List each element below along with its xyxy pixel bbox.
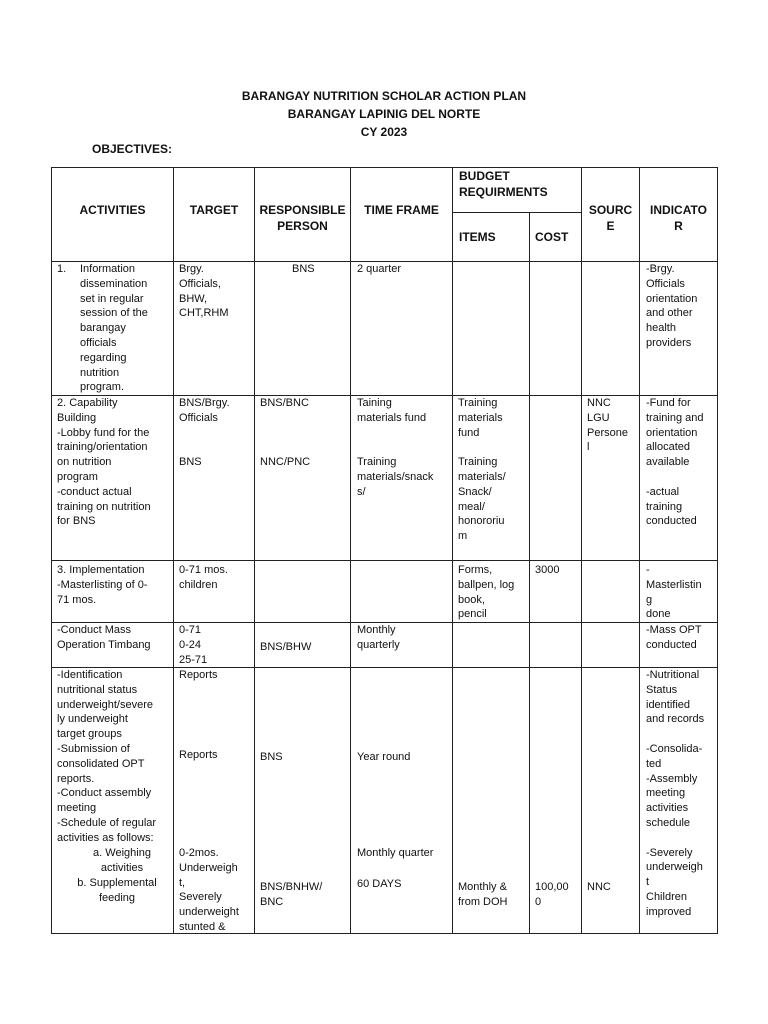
grid-line xyxy=(51,933,717,934)
header-source: SOURC E xyxy=(588,203,633,233)
responsible-cell: BNS/BNHW/ BNC xyxy=(260,881,323,908)
activity-cell: 3. Implementation -Masterlisting of 0- 71 mos. xyxy=(57,564,148,606)
barangay-name: BARANGAY LAPINIG DEL NORTE xyxy=(287,107,481,121)
header-target: TARGET xyxy=(189,203,239,217)
header-time-frame: TIME FRAME xyxy=(364,203,439,217)
grid-line xyxy=(350,167,351,934)
grid-line xyxy=(452,212,581,213)
responsible-cell: BNS/BNC NNC/PNC xyxy=(260,397,311,469)
target-cell: Reports xyxy=(179,669,218,681)
time-frame-cell: 60 DAYS xyxy=(357,878,402,890)
header-indicator: INDICATO R xyxy=(650,203,707,233)
source-cell: NNC LGU Persone l xyxy=(587,397,628,454)
indicator-cell: -Nutritional Status identified and records -Consolida- ted -Assembly meeting activities schedule -Severely underweigh t Children improved xyxy=(646,669,705,918)
header-activities: ACTIVITIES xyxy=(79,203,146,217)
time-frame-cell: 2 quarter xyxy=(357,263,402,275)
target-cell: BNS/Brgy. Officials BNS xyxy=(179,397,230,469)
responsible-cell: BNS xyxy=(260,751,283,763)
activity-sub-feeding: b. Supplemental feeding xyxy=(77,877,157,904)
grid-line xyxy=(51,167,717,168)
time-frame-cell: Year round xyxy=(357,751,411,763)
grid-line xyxy=(173,167,174,934)
target-cell: 0-71 mos. children xyxy=(179,564,228,591)
objectives-label: OBJECTIVES: xyxy=(92,142,173,156)
row-number: 1. xyxy=(57,263,67,275)
grid-line xyxy=(529,212,530,934)
header-budget-requirements: BUDGET REQUIRMENTS xyxy=(459,169,548,199)
cost-cell: 100,00 0 xyxy=(535,881,569,908)
target-cell: 0-2mos. Underweigh t, Severely underweight stunted & xyxy=(179,847,239,933)
grid-line xyxy=(51,560,717,561)
document-title: BARANGAY NUTRITION SCHOLAR ACTION PLAN xyxy=(241,89,527,103)
activity-sub-weighing: a. Weighing activities xyxy=(93,847,151,874)
time-frame-cell: Monthly quarterly xyxy=(357,624,400,651)
grid-line xyxy=(51,167,52,934)
header-responsible-person: RESPONSIBLE PERSON xyxy=(259,203,346,233)
indicator-cell: -Mass OPT conducted xyxy=(646,624,702,651)
header-items: ITEMS xyxy=(459,230,496,244)
indicator-cell: -Brgy. Officials orientation and other health providers xyxy=(646,263,698,349)
calendar-year: CY 2023 xyxy=(360,125,408,139)
indicator-cell: -Fund for training and orientation allocated available -actual training conducted xyxy=(646,397,704,528)
grid-line xyxy=(639,167,640,934)
time-frame-cell: Monthly quarter xyxy=(357,847,434,859)
header-cost: COST xyxy=(535,230,569,244)
grid-line xyxy=(581,167,582,934)
target-cell: 0-71 0-24 25-71 xyxy=(179,624,208,666)
indicator-cell: - Masterlistin g done xyxy=(646,564,702,621)
target-cell: Brgy. Officials, BHW, CHT,RHM xyxy=(179,263,229,320)
items-cell: Training materials fund Training materials/ Snack/ meal/ honororiu m xyxy=(458,397,506,543)
cost-cell: 3000 xyxy=(535,564,560,576)
activity-cell: -Identification nutritional status underweight/severe ly underweight target groups -Submission of consolidated OPT reports. -Conduct assembly meeting -Schedule of regular activities as follows: xyxy=(57,669,157,844)
responsible-cell: BNS/BHW xyxy=(260,641,312,653)
grid-line xyxy=(452,167,453,934)
target-cell: Reports xyxy=(179,749,218,761)
activity-cell: -Conduct Mass Operation Timbang xyxy=(57,624,151,651)
grid-line xyxy=(717,167,718,934)
activity-cell: Information dissemination set in regular session of the barangay officials regarding nutrition program. xyxy=(80,263,148,394)
time-frame-cell: Taining materials fund Training materials/snack s/ xyxy=(357,397,434,498)
source-cell: NNC xyxy=(587,881,611,893)
items-cell: Forms, ballpen, log book, pencil xyxy=(458,564,515,621)
activity-cell: 2. Capability Building -Lobby fund for the training/orientation on nutrition program -conduct actual training on nutrition for BNS xyxy=(57,397,151,528)
grid-line xyxy=(254,167,255,934)
items-cell: Monthly & from DOH xyxy=(458,881,508,908)
responsible-cell: BNS xyxy=(292,263,315,275)
